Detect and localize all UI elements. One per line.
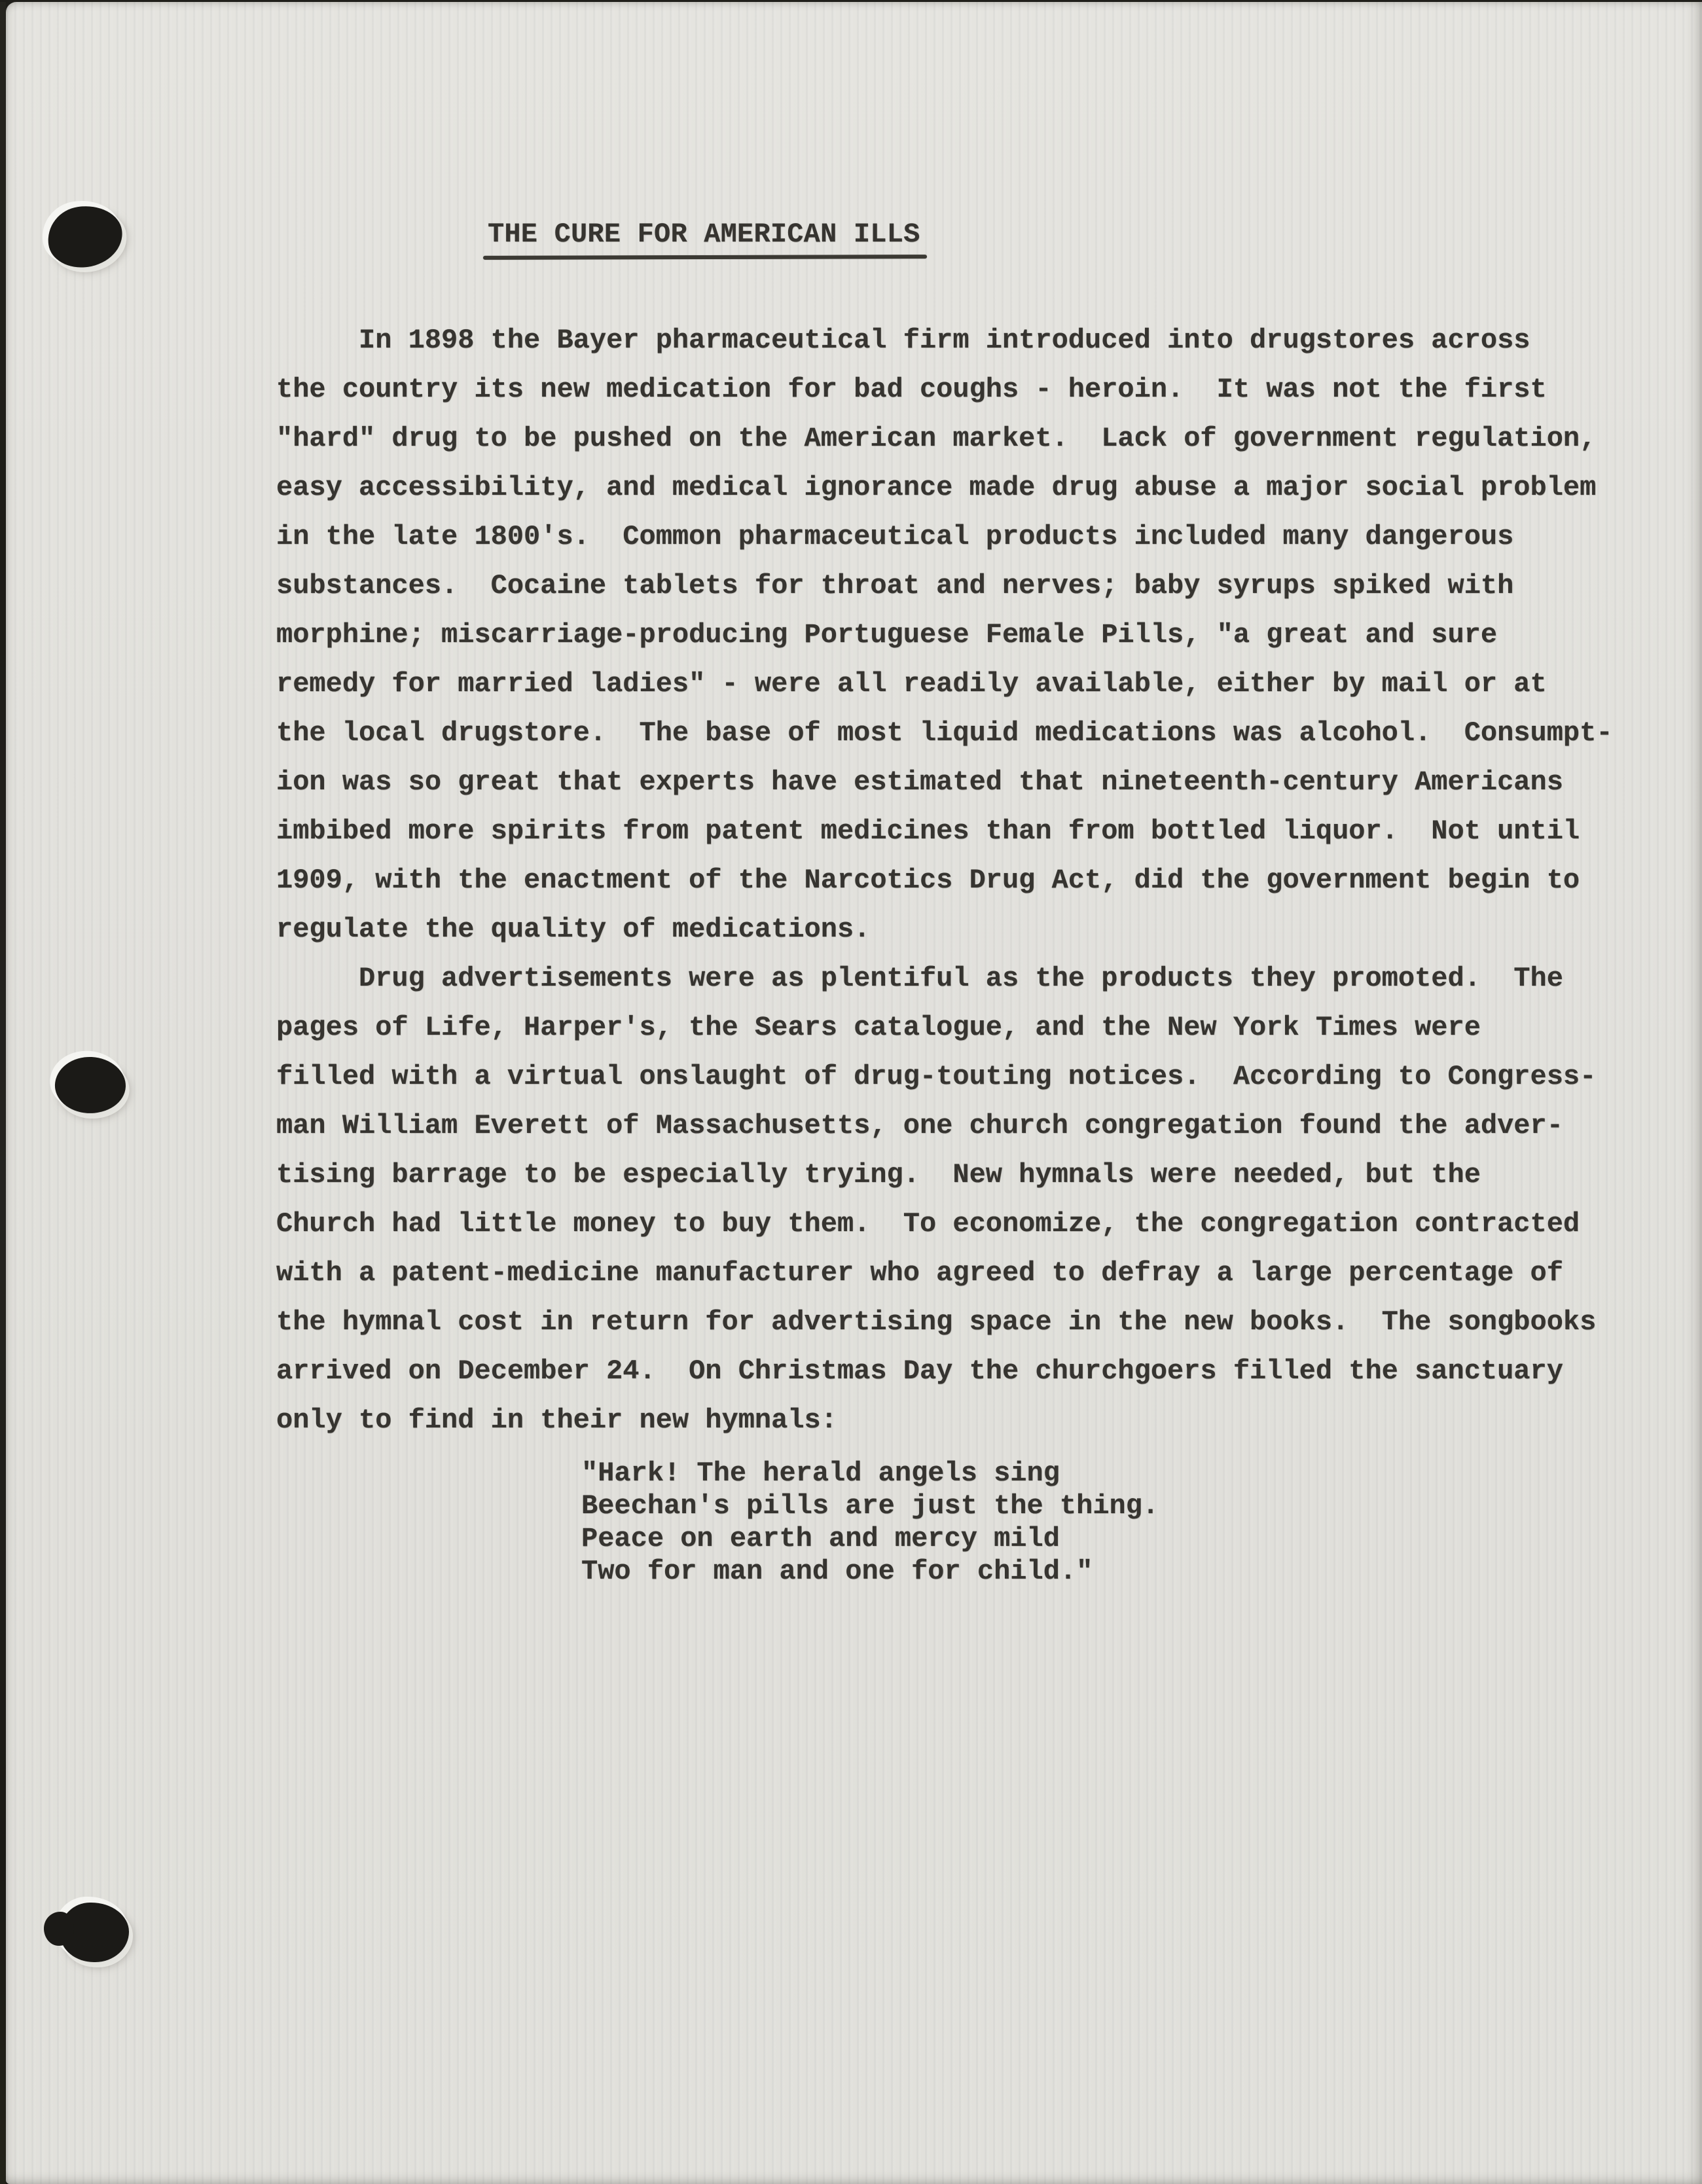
typed-text-line: pages of Life, Harper's, the Sears catalogue, and the New York Times were	[276, 1012, 1481, 1043]
typed-text-line: remedy for married ladies" - were all readily available, either by mail or at	[276, 668, 1547, 700]
hymn-verse	[581, 1457, 1159, 1588]
title-underline	[483, 255, 927, 260]
typed-text-line: 1909, with the enactment of the Narcotics Drug Act, did the government begin to	[276, 865, 1580, 896]
paragraph-2	[276, 954, 1596, 1445]
typed-text-line: Drug advertisements were as plentiful as the products they promoted. The	[276, 963, 1563, 994]
typed-text-line: In 1898 the Bayer pharmaceutical firm introduced into drugstores across	[276, 325, 1530, 356]
typed-text-line: tising barrage to be especially trying. New hymnals were needed, but the	[276, 1159, 1481, 1190]
typed-text-line: man William Everett of Massachusetts, one church congregation found the adver-	[276, 1110, 1563, 1141]
typed-text-line: the country its new medication for bad coughs - heroin. It was not the first	[276, 374, 1547, 405]
typed-text-line: arrived on December 24. On Christmas Day the churchgoers filled the sanctuary	[276, 1355, 1563, 1387]
typed-text-line: "Hark! The herald angels sing	[581, 1458, 1060, 1489]
scan-edge-left	[0, 0, 6, 2184]
typed-text-line: substances. Cocaine tablets for throat and nerves; baby syrups spiked with	[276, 570, 1514, 601]
typed-text-line: in the late 1800's. Common pharmaceutical products included many dangerous	[276, 521, 1514, 552]
hole-punch-bottom	[60, 1903, 129, 1962]
typed-text-line: the local drugstore. The base of most liquid medications was alcohol. Consumpt-	[276, 717, 1613, 749]
typed-text-line: filled with a virtual onslaught of drug-touting notices. According to Congress-	[276, 1061, 1597, 1092]
typed-text-line: Peace on earth and mercy mild	[581, 1523, 1060, 1554]
typed-text-line: regulate the quality of medications.	[276, 914, 871, 945]
typed-text-line: only to find in their new hymnals:	[276, 1405, 837, 1436]
document-title: THE CURE FOR AMERICAN ILLS	[488, 219, 920, 250]
hole-punch-top	[44, 202, 126, 272]
typed-text-line: Church had little money to buy them. To economize, the congregation contracted	[276, 1208, 1580, 1240]
hole-punch-middle	[54, 1055, 127, 1115]
typed-text-line: with a patent-medicine manufacturer who agreed to defray a large percentage of	[276, 1257, 1563, 1289]
typed-text-line: easy accessibility, and medical ignorance made drug abuse a major social problem	[276, 472, 1597, 503]
typed-text-line: Two for man and one for child."	[581, 1556, 1093, 1587]
typed-text-line: Beechan's pills are just the thing.	[581, 1490, 1159, 1522]
typed-text-line: ion was so great that experts have estimated that nineteenth-century Americans	[276, 766, 1563, 798]
paper-sheet	[6, 2, 1702, 2184]
typed-text-line: the hymnal cost in return for advertising space in the new books. The songbooks	[276, 1306, 1597, 1338]
typed-text-line: imbibed more spirits from patent medicines than from bottled liquor. Not until	[276, 815, 1580, 847]
typed-text-line: morphine; miscarriage-producing Portuguese Female Pills, "a great and sure	[276, 619, 1498, 651]
scan-edge-top	[0, 0, 1702, 2]
typed-text-line: "hard" drug to be pushed on the American market. Lack of government regulation,	[276, 423, 1597, 454]
paragraph-1	[276, 316, 1613, 954]
